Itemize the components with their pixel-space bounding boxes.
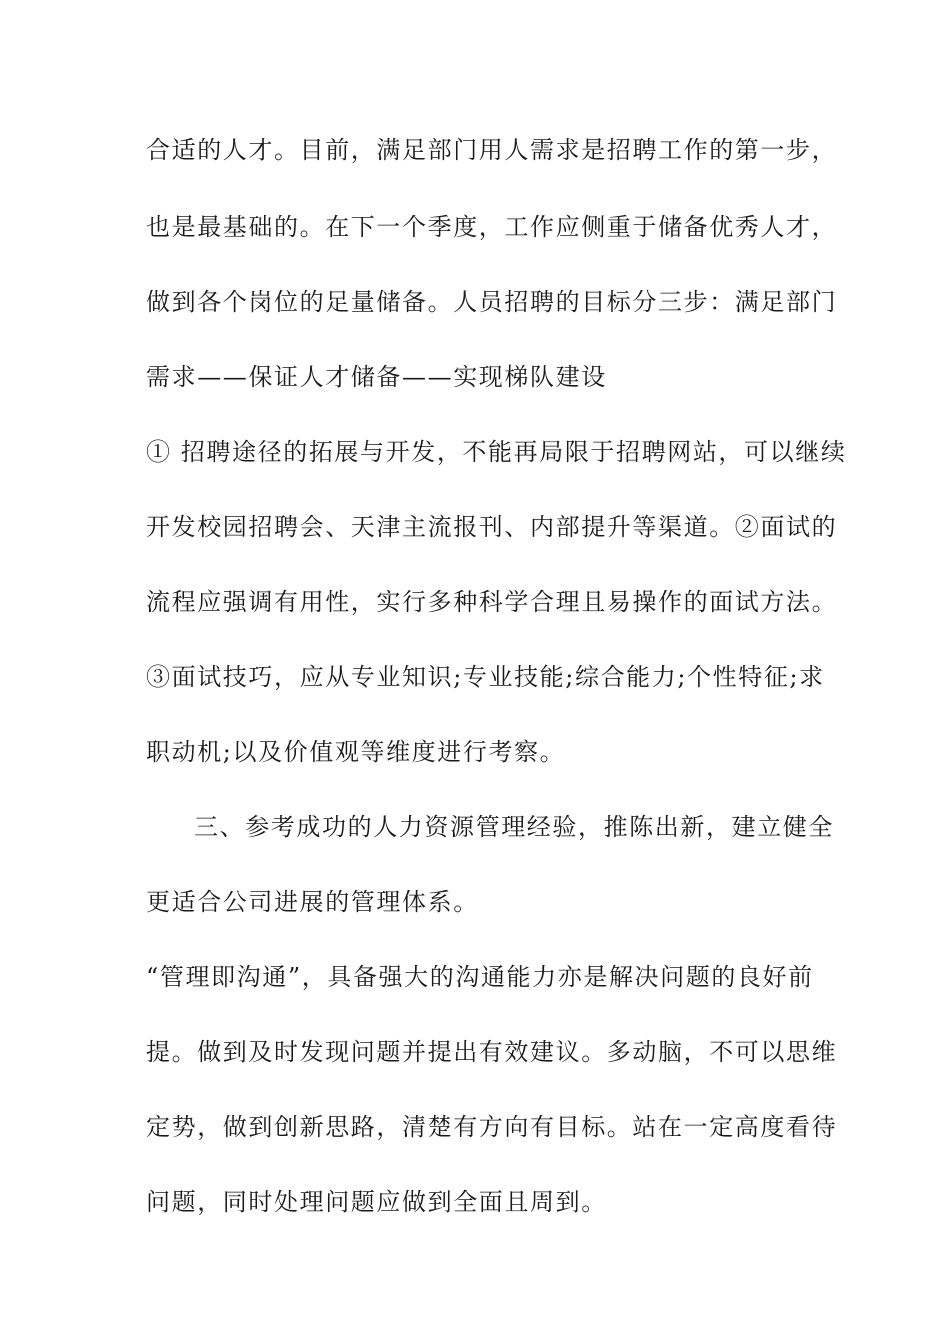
paragraph-line: 流程应强调有用性，实行多种科学合理且易操作的面试方法。 xyxy=(146,588,838,616)
paragraph-line: ③面试技巧，应从专业知识;专业技能;综合能力;个性特征;求 xyxy=(146,663,825,691)
paragraph-line: 职动机;以及价值观等维度进行考察。 xyxy=(146,738,566,766)
paragraph-line: 开发校园招聘会、天津主流报刊、内部提升等渠道。②面试的 xyxy=(146,513,838,541)
paragraph-line: 定势，做到创新思路，清楚有方向有目标。站在一定高度看待 xyxy=(146,1113,838,1141)
paragraph-line: 合适的人才。目前，满足部门用人需求是招聘工作的第一步， xyxy=(146,136,838,164)
paragraph-line: 提。做到及时发现问题并提出有效建议。多动脑，不可以思维 xyxy=(146,1038,838,1066)
paragraph-line: 做到各个岗位的足量储备。人员招聘的目标分三步：满足部门 xyxy=(146,288,838,316)
paragraph-line: 需求——保证人才储备——实现梯队建设 xyxy=(146,363,607,391)
paragraph-line: 也是最基础的。在下一个季度，工作应侧重于储备优秀人才， xyxy=(146,213,838,241)
paragraph-line: “管理即沟通”，具备强大的沟通能力亦是解决问题的良好前 xyxy=(146,963,814,991)
section-heading-continued: 更适合公司进展的管理体系。 xyxy=(146,888,479,916)
paragraph-line: ① 招聘途径的拓展与开发，不能再局限于招聘网站，可以继续 xyxy=(146,438,847,466)
paragraph-line: 问题，同时处理问题应做到全面且周到。 xyxy=(146,1188,607,1216)
section-heading: 三、参考成功的人力资源管理经验，推陈出新，建立健全 xyxy=(194,813,834,841)
